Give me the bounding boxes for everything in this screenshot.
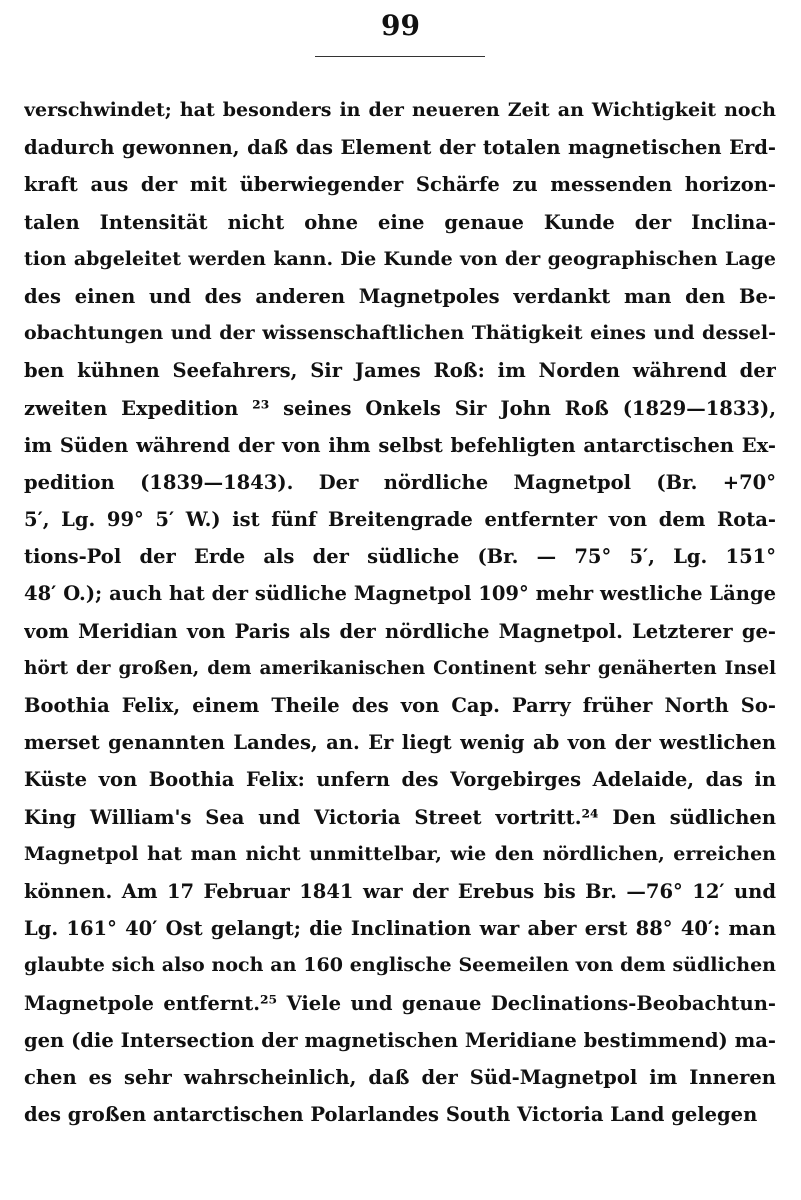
text-line: im Süden während der von ihm selbst befehligten antarctischen Ex- — [24, 433, 776, 457]
text-line: Magnetpol hat man nicht unmittelbar, wie den nördlichen, erreichen — [24, 842, 776, 865]
text-line: 5′, Lg. 99° 5′ W.) ist fünf Breitengrade entfernter von dem Rota- — [24, 508, 776, 532]
text-line: des einen und des anderen Magnetpoles verdankt man den Be- — [24, 284, 776, 308]
text-line: tion abgeleitet werden kann. Die Kunde von der geographischen Lage — [24, 247, 776, 270]
body-text — [24, 92, 776, 1133]
text-line: Boothia Felix, einem Theile des von Cap. Parry früher North So- — [24, 694, 776, 717]
text-line: ben kühnen Seefahrers, Sir James Roß: im Norden während der — [24, 359, 776, 383]
text-line: Magnetpole entfernt.²⁵ Viele und genaue Declinations-Beobachtun- — [24, 991, 776, 1015]
text-line: können. Am 17 Februar 1841 war der Erebus bis Br. —76° 12′ und — [24, 879, 776, 903]
text-line: dadurch gewonnen, daß das Element der totalen magnetischen Erd- — [24, 136, 776, 160]
text-line: chen es sehr wahrscheinlich, daß der Süd-Magnetpol im Inneren — [24, 1065, 776, 1089]
text-line: merset genannten Landes, an. Er liegt wenig ab von der westlichen — [24, 731, 776, 755]
header-rule — [315, 56, 485, 57]
text-line: 48′ O.); auch hat der südliche Magnetpol 109° mehr westliche Länge — [24, 582, 776, 606]
text-line: pedition (1839—1843). Der nördliche Magnetpol (Br. +70° — [24, 470, 776, 494]
text-line: kraft aus der mit überwiegender Schärfe zu messenden horizon- — [24, 173, 776, 197]
text-line: obachtungen und der wissenschaftlichen Thätigkeit eines und dessel- — [24, 322, 776, 345]
text-line: des großen antarctischen Polarlandes South Victoria Land gelegen — [24, 1103, 758, 1127]
text-line: hört der großen, dem amerikanischen Continent sehr genäherten Insel — [24, 657, 776, 679]
text-line: King William's Sea und Victoria Street vortritt.²⁴ Den südlichen — [24, 805, 776, 829]
text-line: gen (die Intersection der magnetischen Meridiane bestimmend) ma- — [24, 1028, 776, 1052]
text-line: talen Intensität nicht ohne eine genaue Kunde der Inclina- — [24, 210, 776, 234]
page-number: 99 — [381, 9, 420, 42]
text-line: zweiten Expedition ²³ seines Onkels Sir John Roß (1829—1833), — [24, 396, 776, 420]
text-line: Lg. 161° 40′ Ost gelangt; die Inclination war aber erst 88° 40′: man — [24, 917, 776, 941]
text-line: tions-Pol der Erde als der südliche (Br. — 75° 5′, Lg. 151° — [24, 545, 776, 569]
text-line: vom Meridian von Paris als der nördliche Magnetpol. Letzterer ge- — [24, 619, 776, 643]
text-line: Küste von Boothia Felix: unfern des Vorgebirges Adelaide, das in — [24, 768, 776, 792]
text-line: verschwindet; hat besonders in der neueren Zeit an Wichtigkeit noch — [24, 99, 776, 121]
text-line: glaubte sich also noch an 160 englische Seemeilen von dem südlichen — [24, 954, 776, 977]
